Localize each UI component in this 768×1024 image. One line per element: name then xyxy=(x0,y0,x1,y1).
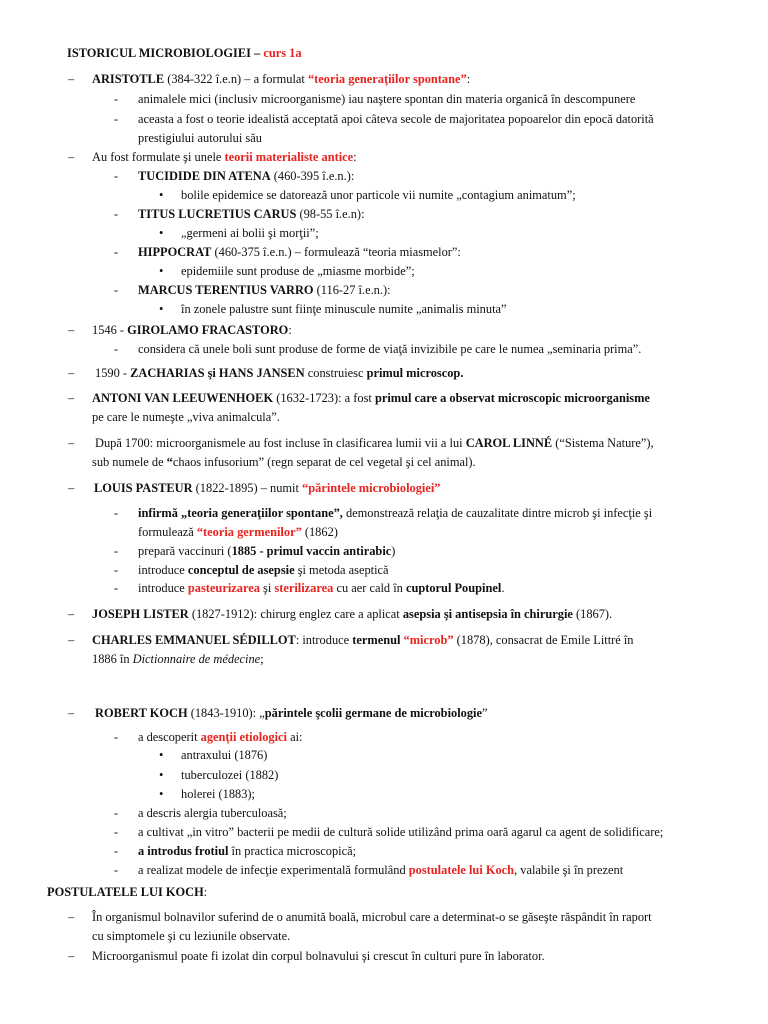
subdash-marker: - xyxy=(114,92,119,106)
bullet-marker: • xyxy=(159,748,164,762)
subdash-marker: - xyxy=(114,806,119,820)
sedillot-line2: 1886 în Dictionnaire de médecine; xyxy=(92,652,264,666)
dash-marker: – xyxy=(68,391,75,405)
dash-marker: – xyxy=(68,910,75,924)
dash-marker: – xyxy=(68,481,75,495)
subdash-marker: - xyxy=(114,283,119,297)
subdash-marker: - xyxy=(114,342,119,356)
leeuwenhoek-line2: pe care le numeşte „viva animalcula”. xyxy=(92,410,280,424)
koch-b3: holerei (1883); xyxy=(181,787,255,801)
jansen-entry: 1590 - ZACHARIAS şi HANS JANSEN construiesc primul microscop. xyxy=(95,366,464,380)
pasteur-s1: infirmă „teoria generaţiilor spontane”, demonstrează relaţia de cauzalitate dintre microb şi infecţie şi xyxy=(138,506,653,520)
subdash-marker: - xyxy=(114,825,119,839)
subdash-marker: - xyxy=(114,207,119,221)
pasteur-s4: introduce pasteurizarea şi sterilizarea cu aer cald în cuptorul Poupinel. xyxy=(138,581,505,595)
bullet-marker: • xyxy=(159,188,164,202)
aristotle-sub2a: aceasta a fost o teorie idealistă acceptată apoi câteva secole de majoritatea popoarelor din epocă datorită xyxy=(138,112,654,126)
koch-s2: a descris alergia tuberculoasă; xyxy=(138,806,287,820)
bullet-marker: • xyxy=(159,264,164,278)
koch-s1: a descoperit agenţii etiologici ai: xyxy=(138,730,303,744)
subdash-marker: - xyxy=(114,112,119,126)
koch-b1: antraxului (1876) xyxy=(181,748,268,762)
dash-marker: – xyxy=(68,323,75,337)
subdash-marker: - xyxy=(114,169,119,183)
dash-marker: – xyxy=(68,607,75,621)
bullet-marker: • xyxy=(159,768,164,782)
dash-marker: – xyxy=(68,633,75,647)
tucidide-bullet: bolile epidemice se datorează unor particole vii numite „contagium animatum”; xyxy=(181,188,576,202)
koch-s3: a cultivat „in vitro” bacterii pe medii de cultură solide utilizând prima oară agarul ca agent de solidificare; xyxy=(138,825,664,839)
dash-marker: – xyxy=(68,366,75,380)
aristotle-entry: ARISTOTLE (384-322 î.e.n) – a formulat “teoria generaţiilor spontane”: xyxy=(92,72,471,86)
dash-marker: – xyxy=(68,72,75,86)
postulate-1: În organismul bolnavilor suferind de o anumită boală, microbul care a determinat-o se găseşte răspândit în raport xyxy=(92,910,652,924)
bullet-marker: • xyxy=(159,302,164,316)
tucidide-entry: TUCIDIDE DIN ATENA (460-395 î.e.n.): xyxy=(138,169,355,183)
subdash-marker: - xyxy=(114,563,119,577)
koch-entry: ROBERT KOCH (1843-1910): „părintele şcolii germane de microbiologie” xyxy=(95,706,488,720)
subdash-marker: - xyxy=(114,730,119,744)
hippocrat-bullet: epidemiile sunt produse de „miasme morbide”; xyxy=(181,264,415,278)
subdash-marker: - xyxy=(114,844,119,858)
subdash-marker: - xyxy=(114,863,119,877)
postulate-2: Microorganismul poate fi izolat din corpul bolnavului şi crescut în culturi pure în laborator. xyxy=(92,949,545,963)
page-title xyxy=(67,44,302,63)
lister-entry: JOSEPH LISTER (1827-1912): chirurg englez care a aplicat asepsia şi antisepsia în chirurgie (1867). xyxy=(92,607,613,621)
fracastoro-entry: 1546 - GIROLAMO FRACASTORO: xyxy=(92,323,292,337)
titus-bullet: „germeni ai bolii şi morţii”; xyxy=(181,226,319,240)
bullet-marker: • xyxy=(159,226,164,240)
koch-s4: a introdus frotiul în practica microscopică; xyxy=(138,844,357,858)
koch-b2: tuberculozei (1882) xyxy=(181,768,279,782)
title-text: ISTORICUL MICROBIOLOGIEI – xyxy=(67,46,264,60)
dash-marker: – xyxy=(68,706,75,720)
dash-marker: – xyxy=(68,150,75,164)
leeuwenhoek-entry: ANTONI VAN LEEUWENHOEK (1632-1723): a fost primul care a observat microscopic microorganisme xyxy=(92,391,650,405)
pasteur-s3: introduce conceptul de asepsie şi metoda aseptică xyxy=(138,563,389,577)
koch-s5: a realizat modele de infecţie experimentală formulând postulatele lui Koch, valabile şi în prezent xyxy=(138,863,624,877)
dash-marker: – xyxy=(68,436,75,450)
postulate-1-line2: cu simptomele şi cu leziunile observate. xyxy=(92,929,291,943)
pasteur-entry: LOUIS PASTEUR (1822-1895) – numit “părintele microbiologiei” xyxy=(94,481,441,495)
subdash-marker: - xyxy=(114,544,119,558)
antic-theories: Au fost formulate şi unele teorii materialiste antice: xyxy=(92,150,357,164)
pasteur-s2: prepară vaccinuri (1885 - primul vaccin antirabic) xyxy=(138,544,396,558)
course-label: curs 1a xyxy=(263,46,302,60)
subdash-marker: - xyxy=(114,581,119,595)
pasteur-s1-line2: formulează “teoria germenilor” (1862) xyxy=(138,525,338,539)
aristotle-sub2b: prestigiului autorului său xyxy=(138,131,262,145)
sedillot-entry: CHARLES EMMANUEL SÉDILLOT: introduce termenul “microb” (1878), consacrat de Emile Littré în xyxy=(92,633,634,647)
dash-marker: – xyxy=(68,949,75,963)
bullet-marker: • xyxy=(159,787,164,801)
titus-entry: TITUS LUCRETIUS CARUS (98-55 î.e.n): xyxy=(138,207,365,221)
linne-line2: sub numele de “chaos infusorium” (regn separat de cel vegetal şi cel animal). xyxy=(92,455,476,469)
hippocrat-entry: HIPPOCRAT (460-375 î.e.n.) – formulează “teoria miasmelor”: xyxy=(138,245,461,259)
postulates-heading: POSTULATELE LUI KOCH: xyxy=(47,885,208,899)
subdash-marker: - xyxy=(114,245,119,259)
aristotle-sub1: animalele mici (inclusiv microorganisme) iau naştere spontan din materia organică în descompunere xyxy=(138,92,636,106)
fracastoro-sub: considera că unele boli sunt produse de forme de viaţă invizibile pe care le numea „seminaria prima”. xyxy=(138,342,642,356)
subdash-marker: - xyxy=(114,506,119,520)
varro-entry: MARCUS TERENTIUS VARRO (116-27 î.e.n.): xyxy=(138,283,391,297)
linne-entry: După 1700: microorganismele au fost incluse în clasificarea lumii vii a lui CAROL LINNÉ (“Sistema Nature”), xyxy=(95,436,654,450)
varro-bullet: în zonele palustre sunt fiinţe minuscule numite „animalis minuta” xyxy=(181,302,507,316)
